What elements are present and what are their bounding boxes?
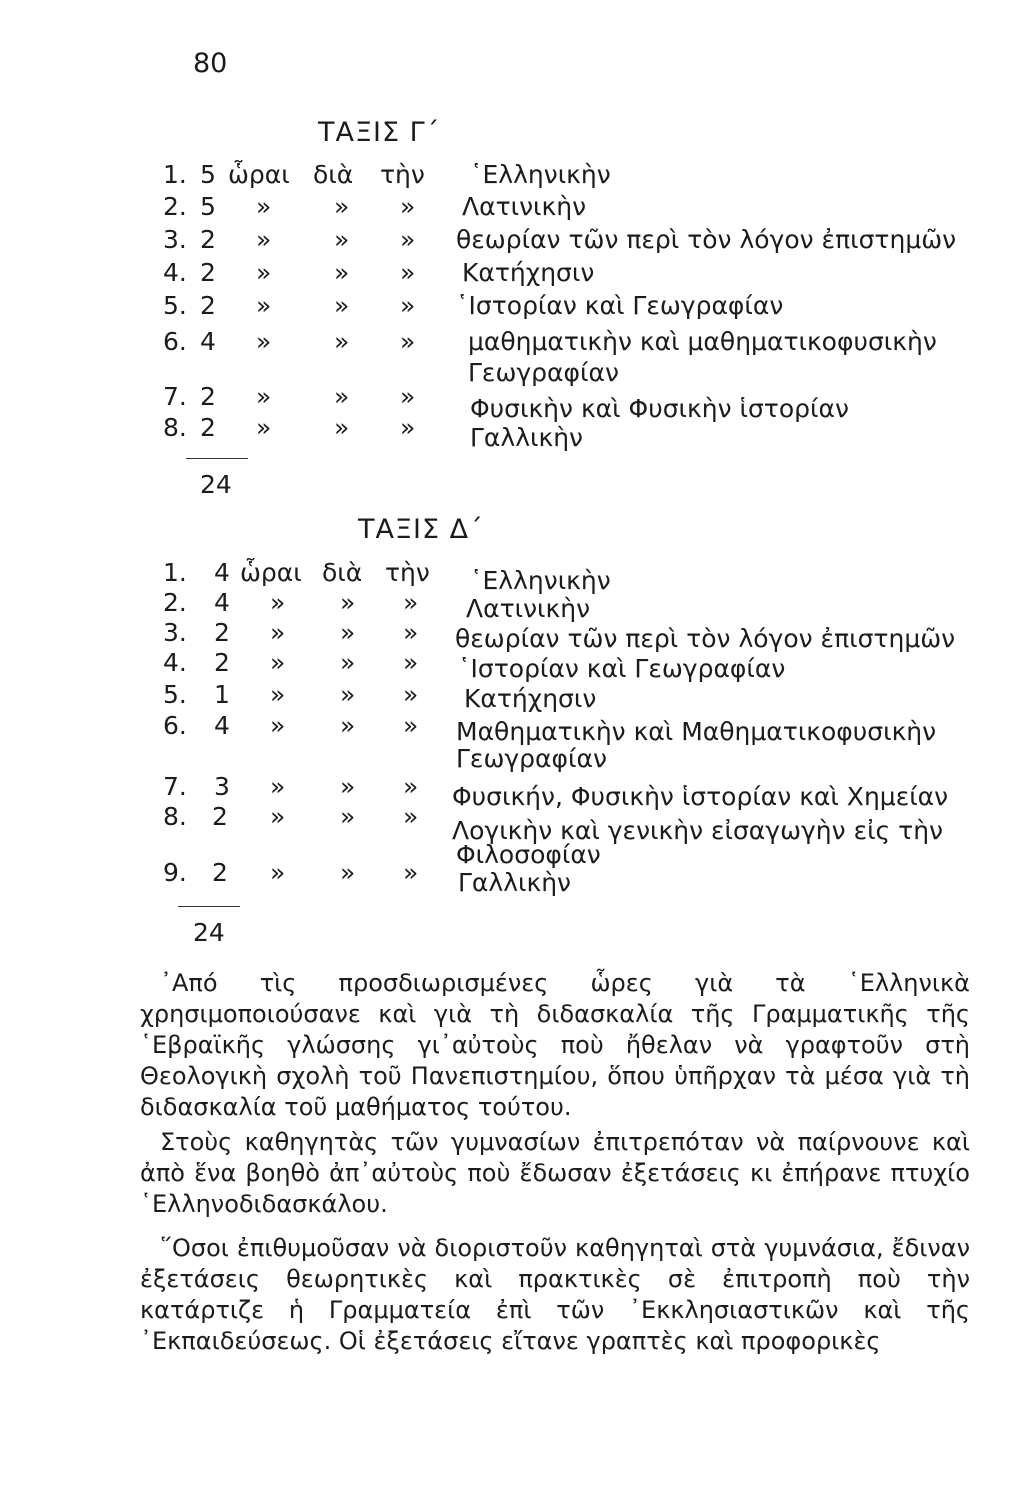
class-d-row-1 [0,558,1030,595]
ditto-mark: » [403,588,419,617]
ditto-mark: » [334,192,350,221]
row-subject: ῾Ελληνικὴν [470,566,611,595]
row-subject: Φυσικήν, Φυσικὴν ἱστορίαν καὶ Χημείαν [452,782,949,811]
ditto-mark: » [334,327,350,356]
paragraph-2: Στοὺς καθηγητὰς τῶν γυμνασίων ἐπιτρεπόταν νὰ παίρνουνε καὶ ἀπὸ ἕνα βοηθὸ ἀπ᾿αὐτοὺς ποὺ ἔδωσαν ἐξετάσεις κι ἐπήρανε πτυχίο ῾Ελληνοδιδασκάλου. [140,1128,970,1218]
hours-word: ὧραι [228,160,290,189]
ditto-mark: » [270,711,286,740]
class-d-row-4 [0,648,1030,682]
row-number: 5. [163,291,187,320]
row-number: 2. [163,192,187,221]
ditto-mark: » [270,618,286,647]
paragraph-1: ᾿Από τὶς προσδιωρισμένες ὧρες γιὰ τὰ ῾Ελληνικὰ χρησιμοποιούσανε καὶ γιὰ τὴ διδασκαλία τῆς Γραμματικῆς τῆς ῾Εβραϊκῆς γλώσσης γι᾿αὐτοὺς ποὺ ἤθελαν νὰ γραφτοῦν στὴ Θεολογικὴ σχολὴ τοῦ Πανεπιστημίου, ὅπου ὑπῆρχαν τὰ μέσα γιὰ τὴ διδασκαλία τοῦ μαθήματος τούτου. [140,969,970,1121]
row-number: 7. [163,382,187,411]
ditto-mark: » [334,258,350,287]
row-subject: Κατήχησιν [464,684,597,713]
class-d-row-3 [0,618,1030,652]
ditto-mark: » [256,327,272,356]
row-subject: θεωρίαν τῶν περὶ τὸν λόγον ἐπιστημῶν [456,225,957,254]
class-g-row-6 [0,327,1030,361]
row-subject: Λατινικὴν [466,594,591,623]
ditto-mark: » [403,858,419,887]
ditto-mark: » [256,192,272,221]
row-number: 2. [163,588,187,617]
ditto-mark: » [400,225,416,254]
ditto-mark: » [400,382,416,411]
ditto-mark: » [256,413,272,442]
paragraph-3: ῞Οσοι ἐπιθυμοῦσαν νὰ διοριστοῦν καθηγηταὶ στὰ γυμνάσια, ἔδιναν ἐξετάσεις θεωρητικὲς καὶ πρακτικὲς σὲ ἐπιτροπὴ ποὺ τὴν κατάρτιζε ἡ Γραμματεία ἐπὶ τῶν ᾿Εκκλησιαστικῶν καὶ τῆς ᾿Εκπαιδεύσεως. Οἱ ἐξετάσεις εἴτανε γραπτὲς καὶ προφορικὲς [140,1234,970,1355]
row-subject: Μαθηματικὴν καὶ Μαθηματικοφυσικὴν [456,717,937,746]
class-g-row-1 [0,160,1030,194]
ditto-mark: » [270,772,286,801]
class-g-total: 24 [200,470,232,499]
row-hours: 2 [212,802,228,831]
row-number: 6. [163,711,187,740]
row-subject: ῾Ιστορίαν καὶ Γεωγραφίαν [456,291,784,320]
ditto-mark: » [334,225,350,254]
row-subject: ῾Ιστορίαν καὶ Γεωγραφίαν [458,654,786,683]
row-number: 8. [163,413,187,442]
row-subject: Γαλλικὴν [470,423,584,452]
row-hours: 2 [200,291,216,320]
ditto-mark: » [400,413,416,442]
dia-word: διὰ [322,558,363,587]
row-number: 3. [163,618,187,647]
row-hours: 2 [214,618,230,647]
ditto-mark: » [334,413,350,442]
ditto-mark: » [270,648,286,677]
class-g-row-2 [0,192,1030,226]
class-d-row-7 [0,772,1030,811]
class-g-row-7 [0,382,1030,423]
ditto-mark: » [340,858,356,887]
class-d-row-9 [0,858,1030,897]
ditto-mark: » [403,711,419,740]
row-hours: 4 [214,711,230,740]
row-number: 1. [163,558,187,587]
row-subject: Λογικὴν καὶ γενικὴν εἰσαγωγὴν εἰς τὴν [452,816,944,845]
ditto-mark: » [403,680,419,709]
ditto-mark: » [340,680,356,709]
row-subject: Κατήχησιν [462,258,595,287]
ditto-mark: » [340,588,356,617]
tin-word: τὴν [380,160,425,189]
class-g-row-3 [0,225,1030,259]
ditto-mark: » [334,291,350,320]
row-number: 7. [163,772,187,801]
ditto-mark: » [256,291,272,320]
ditto-mark: » [256,258,272,287]
ditto-mark: » [400,327,416,356]
ditto-mark: » [270,680,286,709]
row-subject: ῾Ελληνικὴν [470,160,611,189]
ditto-mark: » [270,802,286,831]
row-subject: Φυσικὴν καὶ Φυσικὴν ἱστορίαν [470,394,849,423]
class-d-total: 24 [193,918,225,947]
row-subject: μαθηματικὴν καὶ μαθηματικοφυσικὴν [468,327,937,356]
row-hours: 2 [200,413,216,442]
ditto-mark: » [270,588,286,617]
row-hours: 2 [212,858,228,887]
row-number: 4. [163,258,187,287]
class-g-row-8 [0,413,1030,452]
class-g-total-rule [186,458,248,459]
class-d-row-8 [0,802,1030,845]
row-number: 6. [163,327,187,356]
class-g-heading: ΤΑΞΙΣ Γ΄ [318,117,441,148]
row-number: 5. [163,680,187,709]
row-subject: Λατινικὴν [462,192,587,221]
ditto-mark: » [340,772,356,801]
row-hours: 1 [214,680,230,709]
row-number: 1. [163,160,187,189]
ditto-mark: » [334,382,350,411]
row-hours: 2 [200,258,216,287]
dia-word: διὰ [313,160,354,189]
row-hours: 4 [200,327,216,356]
row-hours: 2 [214,648,230,677]
row-subject: θεωρίαν τῶν περὶ τὸν λόγον ἐπιστημῶν [455,624,956,653]
row-hours: 5 [200,192,216,221]
row-hours: 4 [214,558,230,587]
ditto-mark: » [400,192,416,221]
row-hours: 4 [214,588,230,617]
class-d-row-8-continuation: Φιλοσοφίαν [456,840,601,869]
ditto-mark: » [340,802,356,831]
tin-word: τὴν [385,558,430,587]
class-g-row-4 [0,258,1030,292]
hours-word: ὧραι [240,558,302,587]
row-subject: Γαλλικὴν [458,868,572,897]
ditto-mark: » [340,618,356,647]
class-d-row-2 [0,588,1030,622]
ditto-mark: » [403,772,419,801]
ditto-mark: » [270,858,286,887]
ditto-mark: » [403,648,419,677]
ditto-mark: » [403,802,419,831]
ditto-mark: » [400,291,416,320]
row-hours: 3 [214,772,230,801]
class-d-total-rule [178,906,240,907]
row-hours: 2 [200,225,216,254]
class-d-row-6 [0,711,1030,745]
row-hours: 5 [200,160,216,189]
class-d-row-5 [0,680,1030,714]
ditto-mark: » [340,648,356,677]
class-d-heading: ΤΑΞΙΣ Δ΄ [358,514,484,545]
row-number: 9. [163,858,187,887]
ditto-mark: » [403,618,419,647]
row-number: 8. [163,802,187,831]
ditto-mark: » [400,258,416,287]
ditto-mark: » [256,225,272,254]
row-number: 4. [163,648,187,677]
ditto-mark: » [256,382,272,411]
row-number: 3. [163,225,187,254]
class-g-row-5 [0,291,1030,325]
ditto-mark: » [340,711,356,740]
class-d-row-6-continuation: Γεωγραφίαν [456,744,607,773]
page-number: 80 [193,48,228,79]
class-g-row-6-continuation: Γεωγραφίαν [468,358,619,387]
row-hours: 2 [200,382,216,411]
